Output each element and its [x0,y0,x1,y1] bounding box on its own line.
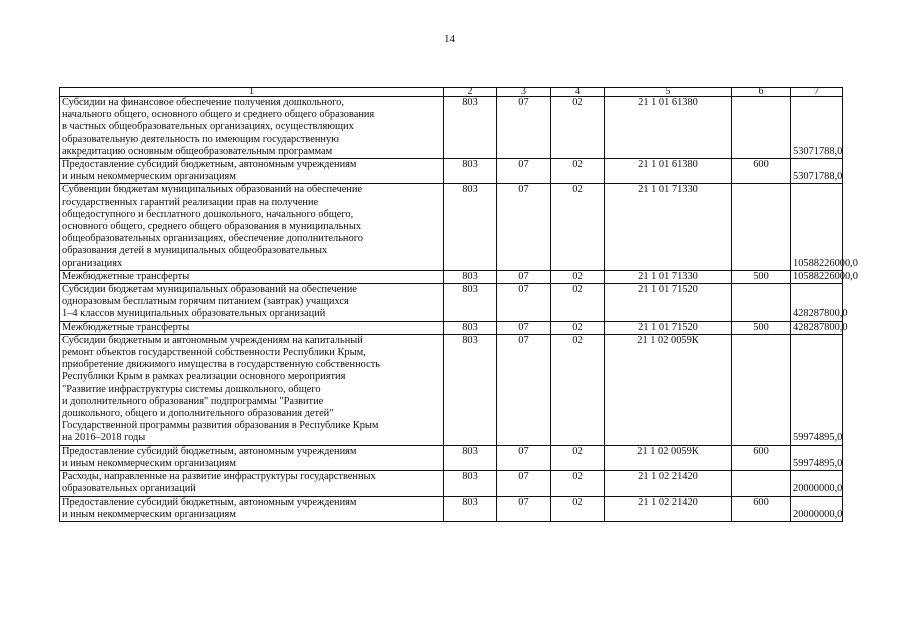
row-expense-type: 500 [732,270,791,283]
row-expense-type [732,97,791,159]
row-description: Предоставление субсидий бюджетным, автономным учреждениям и иным некоммерческим организациям [60,445,444,470]
row-subsection-code: 02 [551,334,605,445]
table-row [60,97,843,159]
row-target-article: 21 1 01 71330 [605,184,732,270]
row-expense-type [732,334,791,445]
budget-table [59,86,858,522]
row-expense-type [732,284,791,322]
row-description: Субсидии бюджетам муниципальных образований на обеспечение одноразовым бесплатным горячим питанием (завтрак) учащихся 1–4 классов муниципальных образовательных организаций [60,284,444,322]
table-row [60,184,843,270]
row-subsection-code: 02 [551,184,605,270]
row-expense-type [732,471,791,496]
table-row [60,284,843,322]
row-target-article: 21 1 02 21420 [605,471,732,496]
row-ministry-code: 803 [444,496,497,521]
row-subsection-code: 02 [551,284,605,322]
row-target-article: 21 1 01 61380 [605,97,732,159]
row-amount: 20000000,0 [791,496,843,521]
row-description: Субсидии бюджетным и автономным учреждениям на капитальный ремонт объектов государственной собственности Республики Крым, приобретение движимого имущества в государственную собственность Республики Крым в рамках реализации основного мероприятия "Развитие инфраструктуры системы дошкольного, общего и дополнительного образования" подпрограммы "Развитие дошкольного, общего и дополнительного образования детей" Государственной программы развития образования в Республике Крым на 2016–2018 годы [60,334,444,445]
header-cell: 3 [497,88,551,97]
row-amount: 428287800,0 [791,284,843,322]
row-amount: 428287800,0 [791,321,843,334]
row-expense-type: 600 [732,496,791,521]
row-amount: 20000000,0 [791,471,843,496]
row-target-article: 21 1 02 21420 [605,496,732,521]
row-section-code: 07 [497,270,551,283]
row-description: Предоставление субсидий бюджетным, автономным учреждениям и иным некоммерческим организациям [60,496,444,521]
table-row [60,471,843,496]
row-section-code: 07 [497,496,551,521]
row-ministry-code: 803 [444,471,497,496]
row-section-code: 07 [497,159,551,184]
row-target-article: 21 1 01 71520 [605,321,732,334]
header-cell: 1 [60,88,444,97]
row-target-article: 21 1 02 0059К [605,445,732,470]
row-description: Предоставление субсидий бюджетным, автономным учреждениям и иным некоммерческим организациям [60,159,444,184]
header-cell: 7 [791,88,843,97]
row-section-code: 07 [497,334,551,445]
row-amount: 59974895,0 [791,445,843,470]
header-cell: 5 [605,88,732,97]
row-amount: 10588226000,0 [791,184,843,270]
row-target-article: 21 1 01 71330 [605,270,732,283]
row-expense-type: 600 [732,159,791,184]
row-ministry-code: 803 [444,159,497,184]
table-row [60,445,843,470]
row-section-code: 07 [497,471,551,496]
header-cell: 6 [732,88,791,97]
row-subsection-code: 02 [551,445,605,470]
table-row [60,334,843,445]
table-row [60,496,843,521]
row-subsection-code: 02 [551,270,605,283]
row-description: Субсидии на финансовое обеспечение получения дошкольного, начального общего, основного общего и среднего общего образования в частных общеобразовательных организациях, осуществляющих образовательную деятельность по имеющим государственную аккредитацию основным общеобразовательным программам [60,97,444,159]
row-ministry-code: 803 [444,97,497,159]
header-cell: 4 [551,88,605,97]
row-section-code: 07 [497,445,551,470]
row-target-article: 21 1 01 61380 [605,159,732,184]
row-section-code: 07 [497,184,551,270]
table-row [60,270,843,283]
row-section-code: 07 [497,321,551,334]
row-ministry-code: 803 [444,184,497,270]
row-section-code: 07 [497,284,551,322]
row-subsection-code: 02 [551,159,605,184]
table-row [60,159,843,184]
row-amount: 53071788,0 [791,97,843,159]
table-row [60,321,843,334]
row-amount: 59974895,0 [791,334,843,445]
row-target-article: 21 1 02 0059К [605,334,732,445]
row-ministry-code: 803 [444,321,497,334]
row-ministry-code: 803 [444,445,497,470]
row-target-article: 21 1 01 71520 [605,284,732,322]
row-subsection-code: 02 [551,496,605,521]
header-row [60,88,843,97]
row-ministry-code: 803 [444,270,497,283]
row-expense-type: 500 [732,321,791,334]
row-description: Субвенции бюджетам муниципальных образований на обеспечение государственных гарантий реализации прав на получение общедоступного и бесплатного дошкольного, начального общего, основного общего, среднего общего образования в муниципальных общеобразовательных организациях, обеспечение дополнительного образования детей в муниципальных общеобразовательных организациях [60,184,444,270]
row-description: Расходы, направленные на развитие инфраструктуры государственных образовательных организаций [60,471,444,496]
row-ministry-code: 803 [444,284,497,322]
row-subsection-code: 02 [551,321,605,334]
row-description: Межбюджетные трансферты [60,321,444,334]
header-cell: 2 [444,88,497,97]
row-ministry-code: 803 [444,334,497,445]
row-description: Межбюджетные трансферты [60,270,444,283]
row-amount: 53071788,0 [791,159,843,184]
page-number: 14 [444,33,455,45]
row-subsection-code: 02 [551,471,605,496]
row-expense-type [732,184,791,270]
row-expense-type: 600 [732,445,791,470]
row-amount: 10588226000,0 [791,270,843,283]
row-subsection-code: 02 [551,97,605,159]
row-section-code: 07 [497,97,551,159]
